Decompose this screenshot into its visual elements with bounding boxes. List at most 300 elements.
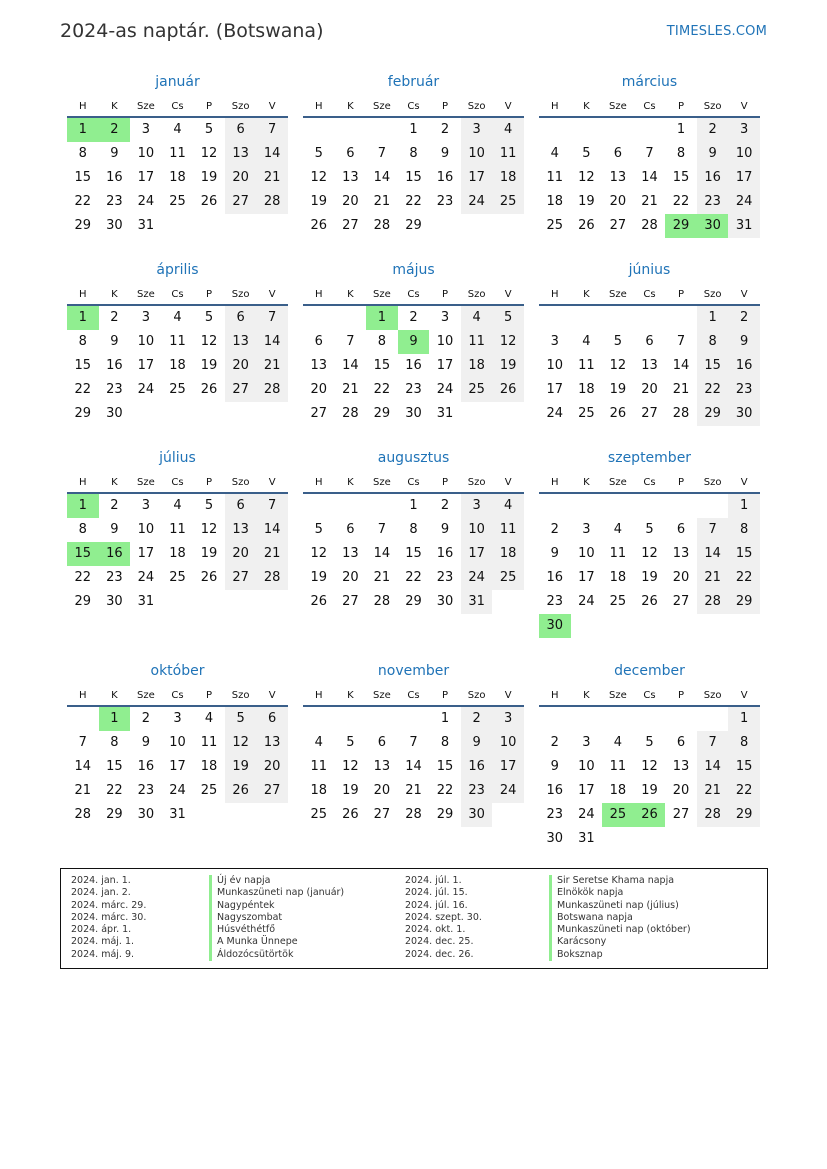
- month-title: február: [387, 74, 440, 90]
- day-cell: 11: [492, 518, 524, 542]
- holiday-day-cell: 15: [67, 542, 99, 566]
- empty-cell: [67, 707, 99, 731]
- legend-date: 2024. júl. 16.: [405, 899, 468, 911]
- day-cell: 5: [613, 334, 623, 349]
- day-cell: 13: [373, 759, 391, 774]
- day-cell: 23: [436, 194, 454, 209]
- day-cell: 13: [256, 731, 288, 755]
- empty-cell: [335, 306, 367, 330]
- weekday-label: Szo: [231, 101, 250, 112]
- legend-left-dates: [71, 875, 209, 961]
- day-cell: 23: [461, 779, 493, 803]
- weekday-header: [539, 95, 760, 118]
- day-cell: 29: [74, 406, 92, 421]
- empty-cell: [634, 118, 666, 142]
- month-4: [67, 258, 288, 446]
- weekday-label: Szo: [467, 477, 486, 488]
- empty-cell: [539, 306, 571, 330]
- day-cell: 12: [200, 146, 218, 161]
- day-cell: 14: [697, 542, 729, 566]
- month-9: [539, 446, 760, 659]
- weekday-label: H: [79, 289, 87, 300]
- months-grid: [67, 70, 760, 847]
- day-cell: 21: [373, 194, 391, 209]
- empty-cell: [665, 306, 697, 330]
- day-cell: 29: [74, 594, 92, 609]
- day-cell: 23: [106, 194, 123, 209]
- legend-holiday-name: Nagypéntek: [209, 900, 405, 912]
- day-cell: 23: [106, 382, 123, 397]
- day-cell: 20: [609, 194, 627, 209]
- month-12: [539, 659, 760, 847]
- day-cell: 17: [492, 755, 524, 779]
- legend-holiday-name: Elnökök napja: [549, 887, 749, 899]
- day-grid: [539, 707, 760, 851]
- day-cell: 7: [256, 306, 288, 330]
- month-title: október: [150, 663, 205, 679]
- day-cell: 31: [728, 214, 760, 238]
- day-cell: 12: [200, 334, 218, 349]
- day-cell: 11: [492, 142, 524, 166]
- day-cell: 19: [310, 570, 328, 585]
- day-cell: 18: [609, 570, 627, 585]
- weekday-label: Cs: [171, 477, 184, 488]
- day-cell: 5: [645, 522, 654, 537]
- day-cell: 20: [225, 542, 257, 566]
- weekday-label: K: [111, 690, 118, 701]
- day-cell: 10: [728, 142, 760, 166]
- day-cell: 18: [492, 166, 524, 190]
- day-cell: 5: [492, 306, 524, 330]
- day-cell: 3: [173, 711, 182, 726]
- day-cell: 12: [310, 546, 328, 561]
- legend-date: 2024. márc. 29.: [71, 899, 147, 911]
- day-cell: 18: [578, 382, 595, 397]
- day-cell: 26: [310, 594, 328, 609]
- holiday-legend: [60, 868, 768, 969]
- weekday-label: P: [442, 690, 449, 701]
- day-cell: 1: [440, 711, 450, 726]
- day-cell: 6: [314, 334, 323, 349]
- day-cell: 2: [110, 310, 119, 325]
- legend-left-names: [209, 875, 405, 961]
- day-cell: 25: [169, 382, 186, 397]
- day-cell: 7: [676, 334, 686, 349]
- page-title: 2024-as naptár. (Botswana): [60, 20, 324, 42]
- weekday-label: P: [678, 101, 685, 112]
- weekday-header: [303, 283, 524, 306]
- day-cell: 13: [342, 546, 359, 561]
- day-cell: 6: [346, 146, 355, 161]
- day-cell: 23: [728, 378, 760, 402]
- legend-date: 2024. júl. 1.: [405, 875, 462, 886]
- empty-cell: [571, 707, 603, 731]
- day-cell: 6: [676, 522, 686, 537]
- day-cell: 3: [550, 334, 559, 349]
- weekday-label: Cs: [171, 101, 184, 112]
- day-cell: 21: [405, 783, 422, 798]
- day-cell: 14: [405, 759, 422, 774]
- day-cell: 27: [310, 406, 328, 421]
- day-cell: 2: [110, 498, 119, 513]
- day-cell: 30: [546, 831, 564, 846]
- legend-right-dates: [405, 875, 549, 961]
- day-cell: 19: [225, 755, 257, 779]
- day-cell: 23: [546, 807, 564, 822]
- holiday-day-cell: 1: [366, 306, 398, 330]
- weekday-label: Sze: [137, 690, 155, 701]
- weekday-label: Szo: [467, 101, 486, 112]
- day-cell: 23: [546, 594, 564, 609]
- day-cell: 12: [609, 358, 627, 373]
- weekday-label: H: [79, 477, 87, 488]
- empty-cell: [602, 707, 634, 731]
- day-cell: 17: [461, 542, 493, 566]
- weekday-label: Cs: [643, 477, 656, 488]
- day-cell: 5: [225, 707, 257, 731]
- day-cell: 7: [377, 146, 387, 161]
- legend-holiday-name: A Munka Ünnepe: [209, 936, 405, 948]
- weekday-label: V: [740, 101, 748, 112]
- day-cell: 21: [373, 570, 391, 585]
- empty-cell: [697, 494, 729, 518]
- month-title: január: [155, 74, 200, 90]
- day-cell: 23: [697, 190, 729, 214]
- day-cell: 20: [342, 194, 359, 209]
- day-cell: 1: [676, 122, 686, 137]
- day-cell: 3: [141, 498, 151, 513]
- weekday-label: K: [347, 289, 354, 300]
- day-cell: 28: [697, 803, 729, 827]
- day-cell: 31: [578, 831, 595, 846]
- day-cell: 18: [492, 542, 524, 566]
- empty-cell: [303, 118, 335, 142]
- day-grid: [67, 306, 288, 426]
- weekday-header: [303, 95, 524, 118]
- day-cell: 24: [578, 807, 595, 822]
- holiday-day-cell: 1: [99, 707, 131, 731]
- day-cell: 10: [546, 358, 564, 373]
- day-cell: 4: [173, 310, 182, 325]
- day-cell: 25: [492, 566, 524, 590]
- day-cell: 23: [137, 783, 155, 798]
- day-cell: 17: [728, 166, 760, 190]
- day-cell: 26: [310, 218, 328, 233]
- day-cell: 6: [676, 735, 686, 750]
- holiday-day-cell: 30: [539, 614, 571, 638]
- day-cell: 4: [613, 522, 623, 537]
- day-cell: 18: [200, 759, 218, 774]
- brand-logo[interactable]: TIMESLES.COM: [666, 24, 767, 39]
- year-calendar: [67, 70, 760, 847]
- empty-cell: [366, 707, 398, 731]
- day-cell: 12: [200, 522, 218, 537]
- weekday-label: V: [268, 477, 276, 488]
- day-grid: [303, 118, 524, 238]
- day-cell: 7: [697, 518, 729, 542]
- day-cell: 7: [377, 522, 387, 537]
- day-cell: 22: [74, 570, 92, 585]
- day-cell: 2: [409, 310, 418, 325]
- legend-holiday-name: Áldozócsütörtök: [209, 949, 405, 961]
- legend-date: 2024. máj. 1.: [71, 936, 135, 948]
- holiday-day-cell: 1: [67, 118, 99, 142]
- legend-date: 2024. jan. 1.: [71, 875, 131, 886]
- day-cell: 26: [225, 779, 257, 803]
- weekday-label: H: [79, 101, 87, 112]
- day-cell: 9: [440, 146, 450, 161]
- holiday-day-cell: 26: [634, 803, 666, 827]
- day-cell: 8: [78, 334, 87, 349]
- day-cell: 30: [106, 594, 123, 609]
- weekday-label: V: [268, 101, 276, 112]
- day-cell: 20: [672, 783, 690, 798]
- day-cell: 26: [492, 378, 524, 402]
- day-cell: 17: [578, 570, 595, 585]
- day-cell: 19: [200, 358, 218, 373]
- empty-cell: [571, 494, 603, 518]
- empty-cell: [539, 118, 571, 142]
- weekday-label: Szo: [703, 289, 722, 300]
- day-cell: 18: [461, 354, 493, 378]
- empty-cell: [665, 707, 697, 731]
- day-cell: 31: [461, 590, 493, 614]
- day-cell: 15: [373, 358, 391, 373]
- day-cell: 21: [256, 166, 288, 190]
- day-grid: [67, 707, 288, 827]
- weekday-label: P: [206, 101, 213, 112]
- legend-holiday-name: Munkaszüneti nap (július): [549, 900, 749, 912]
- weekday-label: P: [206, 690, 213, 701]
- day-cell: 31: [436, 406, 454, 421]
- day-cell: 27: [342, 594, 359, 609]
- weekday-label: Szo: [467, 289, 486, 300]
- weekday-label: V: [740, 289, 748, 300]
- day-cell: 22: [405, 570, 422, 585]
- day-cell: 3: [492, 707, 524, 731]
- day-cell: 1: [728, 494, 760, 518]
- day-cell: 27: [672, 807, 690, 822]
- day-cell: 11: [578, 358, 595, 373]
- day-cell: 22: [74, 382, 92, 397]
- weekday-label: Szo: [231, 289, 250, 300]
- day-cell: 4: [492, 494, 524, 518]
- day-cell: 14: [74, 759, 92, 774]
- day-cell: 17: [137, 358, 155, 373]
- month-title: május: [392, 262, 435, 278]
- weekday-label: Szo: [703, 690, 722, 701]
- day-cell: 17: [461, 166, 493, 190]
- weekday-label: V: [504, 477, 512, 488]
- day-cell: 11: [169, 522, 186, 537]
- day-cell: 8: [78, 522, 87, 537]
- day-cell: 20: [310, 382, 328, 397]
- day-cell: 10: [461, 142, 493, 166]
- day-cell: 22: [697, 378, 729, 402]
- legend-date: 2024. jan. 2.: [71, 887, 131, 899]
- day-cell: 24: [461, 566, 493, 590]
- day-cell: 2: [697, 118, 729, 142]
- day-cell: 22: [74, 194, 92, 209]
- empty-cell: [602, 118, 634, 142]
- legend-holiday-name: Boksznap: [549, 949, 749, 961]
- day-cell: 14: [256, 518, 288, 542]
- day-cell: 16: [137, 759, 155, 774]
- day-cell: 19: [578, 194, 595, 209]
- day-cell: 6: [225, 118, 257, 142]
- day-cell: 5: [204, 498, 214, 513]
- day-cell: 20: [256, 755, 288, 779]
- day-cell: 2: [141, 711, 151, 726]
- day-cell: 2: [440, 122, 450, 137]
- day-cell: 3: [141, 310, 151, 325]
- day-cell: 24: [169, 783, 186, 798]
- day-cell: 7: [78, 735, 87, 750]
- day-cell: 20: [225, 354, 257, 378]
- day-cell: 26: [342, 807, 359, 822]
- weekday-label: H: [315, 477, 323, 488]
- day-cell: 3: [582, 735, 591, 750]
- empty-cell: [697, 707, 729, 731]
- weekday-label: P: [206, 477, 213, 488]
- day-cell: 30: [106, 406, 123, 421]
- weekday-label: H: [551, 477, 559, 488]
- weekday-label: Cs: [171, 289, 184, 300]
- day-cell: 4: [613, 735, 623, 750]
- weekday-label: Szo: [703, 477, 722, 488]
- day-cell: 22: [405, 194, 422, 209]
- day-cell: 3: [440, 310, 450, 325]
- weekday-label: Sze: [373, 289, 391, 300]
- weekday-label: Sze: [609, 289, 627, 300]
- day-cell: 13: [225, 330, 257, 354]
- day-cell: 28: [373, 218, 391, 233]
- month-title: november: [377, 663, 450, 679]
- day-cell: 11: [609, 759, 627, 774]
- day-cell: 20: [373, 783, 391, 798]
- day-cell: 30: [436, 594, 454, 609]
- day-cell: 7: [346, 334, 355, 349]
- legend-right-names: [549, 875, 749, 961]
- day-cell: 6: [256, 707, 288, 731]
- day-cell: 28: [74, 807, 92, 822]
- day-cell: 9: [110, 522, 119, 537]
- day-cell: 4: [173, 498, 182, 513]
- day-cell: 14: [697, 755, 729, 779]
- day-cell: 21: [697, 566, 729, 590]
- legend-date: 2024. máj. 9.: [71, 948, 135, 960]
- day-cell: 11: [609, 546, 627, 561]
- day-cell: 2: [550, 522, 559, 537]
- day-cell: 28: [373, 594, 391, 609]
- day-cell: 15: [672, 170, 690, 185]
- day-cell: 8: [697, 330, 729, 354]
- weekday-label: V: [504, 289, 512, 300]
- day-cell: 19: [641, 570, 658, 585]
- day-cell: 29: [728, 803, 760, 827]
- day-cell: 14: [373, 170, 391, 185]
- day-cell: 31: [137, 218, 155, 233]
- day-cell: 26: [578, 218, 595, 233]
- weekday-label: Cs: [171, 690, 184, 701]
- day-cell: 16: [461, 755, 493, 779]
- day-cell: 19: [492, 354, 524, 378]
- day-cell: 17: [546, 382, 564, 397]
- day-cell: 10: [436, 334, 454, 349]
- day-cell: 8: [676, 146, 686, 161]
- day-cell: 20: [342, 570, 359, 585]
- holiday-day-cell: 9: [398, 330, 430, 354]
- weekday-label: Cs: [643, 690, 656, 701]
- weekday-label: V: [740, 477, 748, 488]
- empty-cell: [634, 707, 666, 731]
- day-cell: 17: [578, 783, 595, 798]
- legend-holiday-name: Munkaszüneti nap (október): [549, 924, 749, 936]
- day-cell: 4: [492, 118, 524, 142]
- day-cell: 7: [697, 731, 729, 755]
- month-2: [303, 70, 524, 258]
- day-cell: 23: [106, 570, 123, 585]
- weekday-header: [67, 471, 288, 494]
- month-title: március: [621, 74, 678, 90]
- day-cell: 7: [409, 735, 418, 750]
- weekday-label: V: [268, 289, 276, 300]
- day-cell: 25: [200, 783, 218, 798]
- day-cell: 30: [728, 402, 760, 426]
- day-cell: 10: [137, 522, 155, 537]
- day-cell: 15: [74, 358, 92, 373]
- weekday-header: [539, 684, 760, 707]
- day-cell: 29: [373, 406, 391, 421]
- day-cell: 19: [609, 382, 627, 397]
- day-cell: 4: [204, 711, 214, 726]
- day-cell: 4: [461, 306, 493, 330]
- empty-cell: [303, 494, 335, 518]
- weekday-label: Sze: [137, 477, 155, 488]
- day-cell: 22: [373, 382, 391, 397]
- day-cell: 4: [314, 735, 323, 750]
- holiday-day-cell: 29: [665, 214, 697, 238]
- month-title: június: [628, 262, 671, 278]
- weekday-label: P: [206, 289, 213, 300]
- weekday-label: P: [678, 289, 685, 300]
- legend-date: 2024. okt. 1.: [405, 924, 466, 936]
- holiday-day-cell: 1: [67, 306, 99, 330]
- month-11: [303, 659, 524, 847]
- weekday-label: P: [678, 477, 685, 488]
- empty-cell: [571, 118, 603, 142]
- day-cell: 2: [461, 707, 493, 731]
- day-cell: 10: [492, 731, 524, 755]
- legend-date: 2024. márc. 30.: [71, 911, 147, 923]
- day-cell: 28: [256, 378, 288, 402]
- day-cell: 14: [373, 546, 391, 561]
- day-grid: [67, 118, 288, 238]
- empty-cell: [303, 707, 335, 731]
- empty-cell: [335, 494, 367, 518]
- weekday-label: P: [442, 289, 449, 300]
- day-cell: 8: [409, 146, 418, 161]
- day-cell: 28: [256, 566, 288, 590]
- day-cell: 10: [578, 759, 595, 774]
- weekday-label: Cs: [407, 690, 420, 701]
- day-cell: 27: [225, 378, 257, 402]
- day-cell: 15: [106, 759, 123, 774]
- day-cell: 16: [436, 546, 454, 561]
- day-cell: 8: [728, 518, 760, 542]
- day-cell: 29: [74, 218, 92, 233]
- day-cell: 13: [225, 518, 257, 542]
